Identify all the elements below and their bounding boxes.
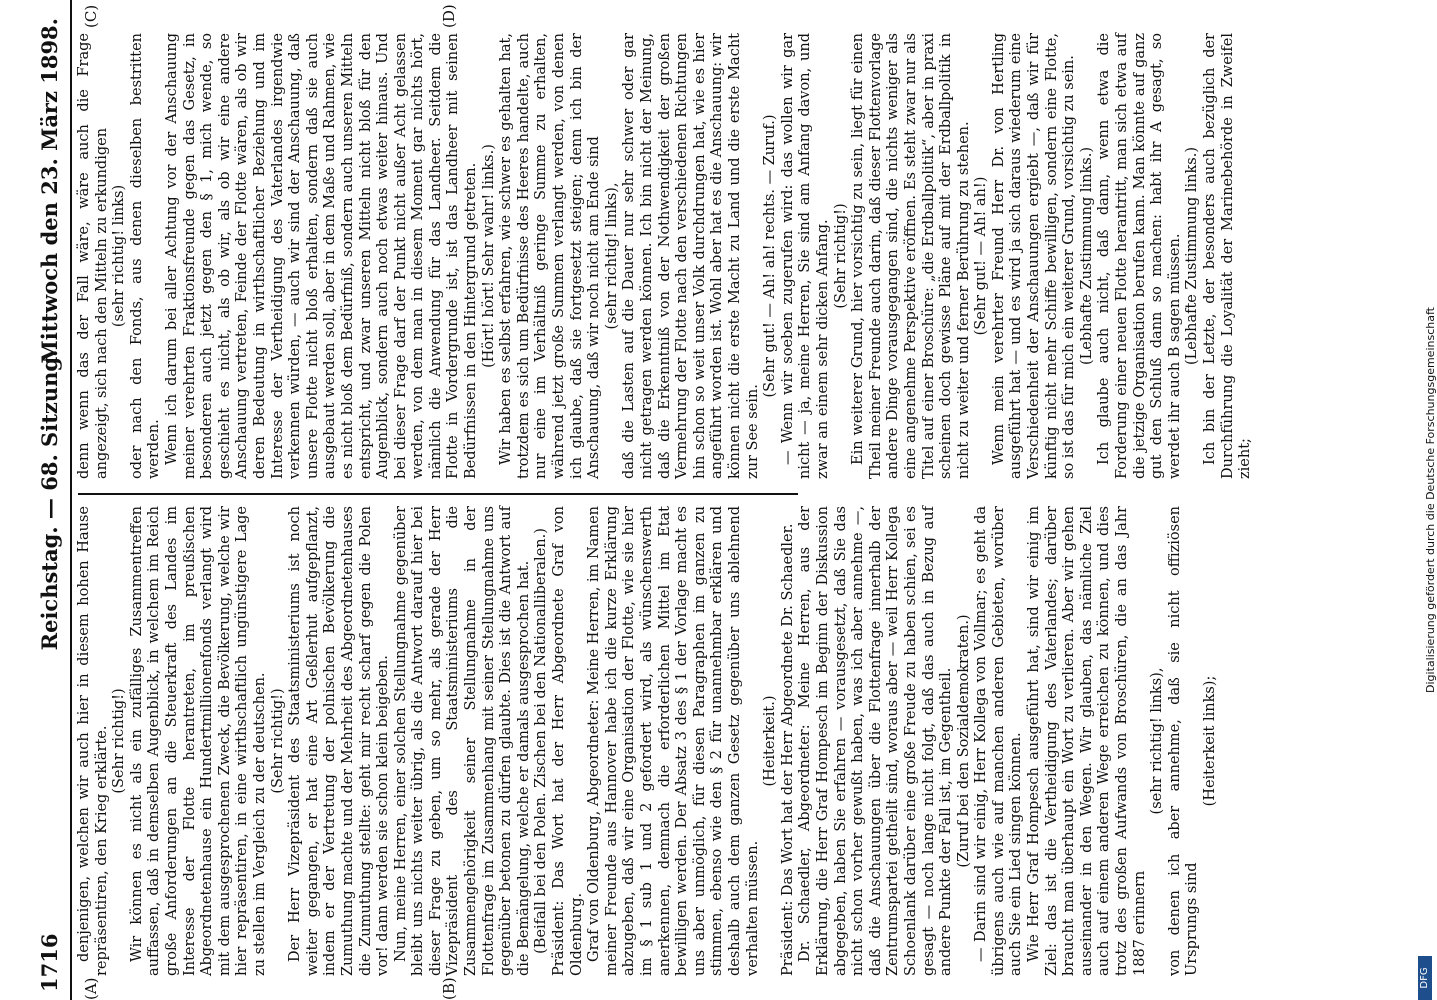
paragraph: Wenn mein verehrter Freund Herr Dr. von Hertling ausgeführt hat — und es wird ja sich daraus wiederum eine Verschiedenheit der Anschauungen ergiebt —, daß wir für künftig nicht mehr Schiffe bewilligen, sondern eine Flotte, so ist das für mich ein weiterer Grund, vorsichtig zu sein. [990,33,1078,479]
paragraph: Ich glaube auch nicht, daß dann, wenn etwa die Forderung einer neuen Flotte herantritt, man sich etwa auf die jetzige Organisation berufen kann. Man könnte auf ganz gut den Schluß dann so machen: habt ihr A gesagt, so werdet ihr auch B sagen müssen. [1096,33,1183,479]
header-rule [70,0,72,1000]
paragraph: Wie Herr Graf Hompesch ausgeführt hat, sind wir einig im Ziel: das ist die Vertheidigung des Vaterlandes; darüber braucht man überhaupt ein Wort zu verlieren. Aber wir gehen auseinander in den Wegen. Wir glauben, das nämliche Ziel auch auf einem anderen Wege erreichen zu können, und dies trotz des großen Aufwands von Broschüren, die an das Jahr 1887 erinnern [1026,506,1148,976]
paragraph: Ein weiterer Grund, hier vorsichtig zu sein, liegt für einen Theil meiner Freunde auch darin, daß dieser Flottenvorlage andere Dinge vorausgegangen sind, die nichts weniger als eine angenehme Perspektive eröffnen. Es steht zwar nur als Titel auf einer Broschüre: „die Erdballpolitik“, aber in praxi scheinen doch gewisse Pläne auf mit der Erdballpolitik in nicht zu weiter und ferner Berührung zu stehen. [850,33,972,479]
interjection: (Sehr richtig!) [832,203,849,309]
interjection: (Heiterkeit.) [762,695,779,787]
interjection: (Heiterkeit links); [1202,675,1218,807]
margin-mark-b: (B) [440,977,458,1000]
paragraph: Wenn ich darum bei aller Achtung vor der Anschauung meiner verehrten Fraktionsfreunde gegen das Gesetz, in besonderen auch jetzt gegen den § 1, mich wende, so geschieht es nicht, als ob wir, als ob wir eine andere Anschauung vertreten, Feinde der Flotte wären, als ob wir deren Bedeutung in wirthschaftlicher Beziehung und im Interesse der Vertheidigung des Vaterlandes irgendwie verkennen würden, — auch wir sind der Anschauung, daß unsere Flotte nicht bloß erhalten, sondern daß sie auch ausgebaut werden soll, aber in dem Maße und Rahmen, wie es nicht bloß dem Bedürfniß, sondern auch unseren Mitteln entspricht, und zwar unseren Mitteln nicht bloß für den Augenblick, sondern auch noch etwas weiter hinaus. Und bei dieser Frage darf der Punkt nicht außer Acht gelassen werden, von dem man in diesem Moment gar nichts hört, nämlich die Anwendung für das Landheer. Seitdem die Flotte in Vordergrunde ist, ist das Landheer mit seinen Bedürfnissen in den Hintergrund getreten. [163,33,480,479]
dfg-logo: DFG [1418,956,1432,1000]
interjection: (sehr richtig! links), [603,182,620,330]
interjection: (Lebhafte Zustimmung links.) [1184,147,1201,366]
interjection: (Sehr richtig!) [269,688,286,794]
interjection: (sehr richtig! links) [111,184,128,328]
paragraph: — Wenn wir soeben zugerufen wird: das wollen wir gar nicht — ja, meine Herren, Sie sind am Anfang davon, und zwar an einem sehr dicken Anfang. [779,33,831,479]
interjection: (Lebhafte Zustimmung links.) [1078,147,1095,366]
digitization-credit: Digitalisierung gefördert durch die Deutsche Forschungsgemeinschaft [1424,307,1437,693]
paragraph: Graf von Oldenburg, Abgeordneter: Meine Herren, im Namen meiner Freunde aus Hannover habe ich die kurze Erklärung abzugeben, daß wir eine Organisation der Flotte, wie sie hier im § 1 sub 1 und 2 gefordert wird, als wünschenswerth anerkennen, demnach die erforderlichen Mittel im Etat bewilligen werden. Der Absatz 3 des § 1 der Vorlage macht es uns aber unmöglich, für diesen Paragraphen im ganzen zu stimmen, ebenso wie den § 2 für unannehmbar erklären und deshalb auch dem ganzen Gesetz gegenüber uns ablehnend verhalten müssen. [586,506,761,976]
right-text-column [76,33,1254,479]
paragraph: von denen ich aber annehme, daß sie nicht offiziösen Ursprungs sind [1166,506,1201,976]
page-number: 1716 [37,933,62,992]
paragraph: Wir können es nicht als ein zufälliges Zusammentreffen auffassen, daß in demselben Augenblick, in welchem im Reich große Anforderungen an die Steuerkraft des Landes im Interesse der Flotte herantreten, im preußischen Abgeordnetenhause ein Hundertmillionenfonds verlangt wird mit dem ausgesprochenen Zweck, die Bevölkerung, welche wir hier repräsentiren, in eine wirthschaftlich ungünstigere Lage zu stellen im Vergleich zu der deutschen. [128,506,268,976]
paragraph: Präsident: Das Wort hat der Herr Abgeordnete Graf von Oldenburg. [551,506,585,976]
paragraph: Wir haben es selbst erfahren, wie schwer es gehalten hat, trotzdem es sich um Bedürfnisse des Heeres handelte, auch nur eine im Verhältniß geringe Summe zu erhalten, während jetzt große Summen verlangt werden, von denen ich glaube, daß sie fortgesetzt steigen; denn ich bin der Anschauung, daß wir noch nicht am Ende sind [498,33,603,479]
page-header [32,0,68,1000]
margin-mark-d: (D) [440,4,458,28]
left-text-column [76,506,1218,976]
interjection: (Beifall bei den Polen. Zischen bei den Nationalliberalen.) [533,528,550,954]
interjection: (Zuruf bei den Sozialdemokraten.) [955,614,972,868]
paragraph: daß die Lasten auf die Dauer nur sehr schwer oder gar nicht getragen werden können. Ich bin nicht der Meinung, daß die Erkenntniß von der Nothwendigkeit der großen Vermehrung der Flotte nach den verschiedenen Richtungen hin schon so weit unser Volk durchdrungen hat, wie es hier angeführt worden ist. Wohl aber hat es die Anschauung: wir können nicht die erste Macht zu Land und die erste Macht zur See sein. [621,33,761,479]
paragraph: — Darin sind wir einig, Herr Kollega von Vollmar; es geht da übrigens auch wie auf manchen anderen Gebieten, worüber auch Sie ein Lied singen können. [973,506,1025,976]
paragraph: Nun, meine Herren, einer solchen Stellungnahme gegenüber bleibt uns nichts weiter übrig, als die Antwort darauf hier bei dieser Frage zu geben, um so mehr, als gerade der Herr Vizepräsident des Staatsministeriums die Zusammengehörigkeit seiner Stellungnahme in der Flottenfrage im Zusammenhang mit seiner Stellungnahme uns gegenüber betonen zu dürfen glaubte. Dies ist die Antwort auf die Bemängelung, welche er damals ausgesprochen hat. [392,506,532,976]
interjection: (Sehr gut! — Ah! ah!) [973,176,990,336]
margin-mark-c: (C) [82,4,100,28]
paragraph: Ich bin der Letzte, der besonders auch bezüglich der Durchführung die Loyalität der Marinebehörde in Zweifel zieht; [1202,33,1254,479]
interjection: (Sehr richtig!) [111,688,128,794]
paragraph: denjenigen, welchen wir auch hier in diesem hohen Hause repräsentiren, den Krieg erklärte. [76,506,110,976]
paragraph: oder nach den Fonds, aus denen dieselben bestritten werden. [128,33,163,479]
paragraph: Der Herr Vizepräsident des Staatsministeriums ist noch weiter gegangen, er hat eine Art Geßlerhut aufgepflanzt, indem er der Vertretung der polnischen Bevölkerung die Zumuthung machte und der Mehrheit des Abgeordnetenhauses die Zumuthung stellte: geht mir recht scharf gegen die Polen vor! dann werden sie schon klein beigeben. [287,506,392,976]
session-date: Mittwoch den 23. März 1898. [37,18,62,364]
interjection: (sehr richtig! links), [1149,667,1166,815]
paragraph: Präsident: Das Wort hat der Herr Abgeordnete Dr. Schaedler. [779,523,796,976]
paragraph: Dr. Schaedler, Abgeordneter: Meine Herren, aus der Erklärung, die Herr Graf Hompesch im Beginn der Diskussion abgegeben, haben Sie erfahren — vorausgesetzt, daß Sie das nicht schon vorher gewußt haben, was ich aber annehme —, daß die Anschauungen über die Flottenfrage innerhalb der Zentrumspartei getheilt sind, woraus aber — weil Herr Kollega Schoenlank darüber eine große Freude zu haben schien, sei es gesagt — noch lange nicht folgt, daß das auch in Bezug auf andere Punkte der Fall ist, im Gegentheil. [797,506,955,976]
column-divider [78,493,798,495]
margin-mark-a: (A) [82,977,100,1000]
running-title: Reichstag. — 68. Sitzung. [37,349,62,651]
interjection: (Sehr gut! — Ah! ah! rechts. — Zuruf.) [762,114,779,398]
interjection: (Hört! hört! Sehr wahr! links.) [480,144,497,368]
paragraph: denn wenn das der Fall wäre, wäre auch die Frage angezeigt, sich nach den Mitteln zu erkundigen [76,33,110,479]
